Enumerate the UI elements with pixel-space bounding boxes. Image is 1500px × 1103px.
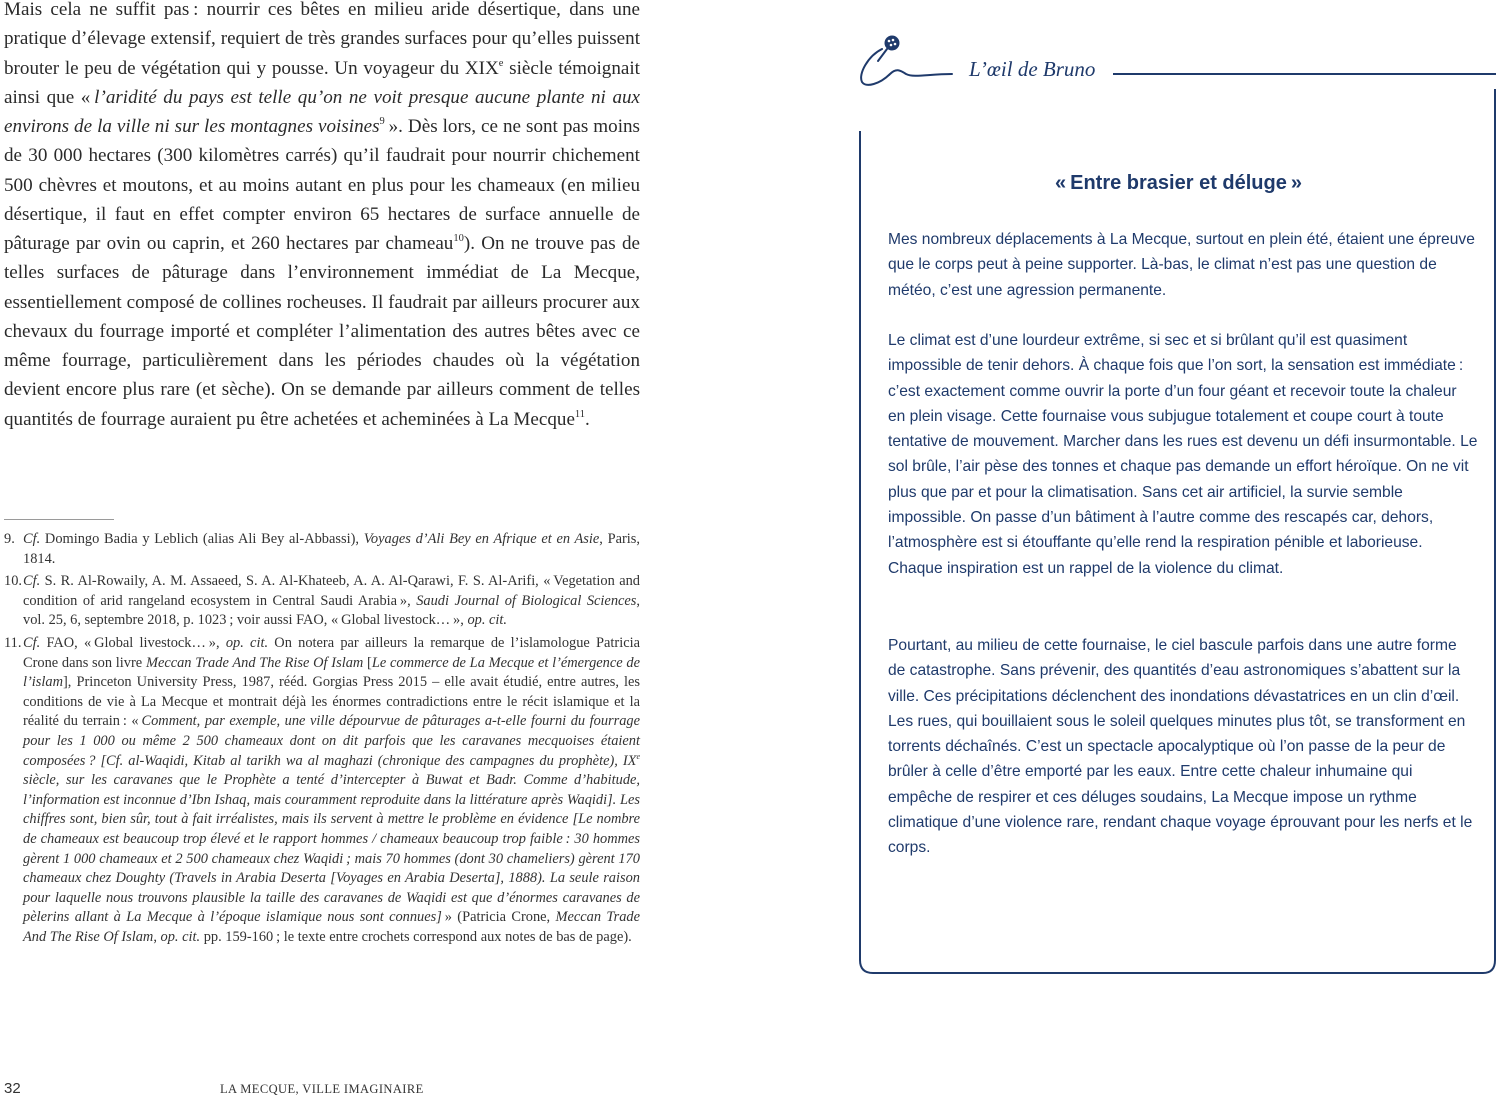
footnote-number: 10. bbox=[4, 573, 22, 590]
footnote-text: op. cit. bbox=[160, 928, 201, 945]
century-superscript: e bbox=[498, 57, 504, 69]
box-paragraph: Mes nombreux déplacements à La Mecque, surtout en plein été, étaient une épreuve que le corps peut à peine supporter. Là-bas, le climat n’est pas une question de météo, c’est une agression permanente. bbox=[888, 231, 1475, 299]
microphone-icon bbox=[856, 34, 956, 88]
footnote-number: 9. bbox=[4, 531, 15, 547]
footnote-text: [ bbox=[363, 654, 372, 671]
title-rule bbox=[1113, 73, 1496, 75]
footnote-ref-11[interactable]: 11 bbox=[574, 408, 586, 420]
book-title: Voyages d’Ali Bey en Afrique et en Asie bbox=[363, 531, 600, 547]
journal-title: Saudi Journal of Biological Sciences bbox=[416, 592, 637, 609]
book-title: Meccan Trade And The Rise Of Islam bbox=[23, 909, 640, 945]
footnote-text: Cf. bbox=[23, 573, 41, 590]
footnote-text: op. cit. bbox=[225, 634, 269, 651]
footnote-text: » (Patricia Crone, bbox=[441, 909, 556, 926]
footnote-quotation: Comment, par exemple, une ville dépourvue de pâturages a-t-elle fourni du fourrage pour les 1 000 ou même 2 500 chameaux dont on dit parfois que les caravanes mecquoises étaient composées ? [Cf. al-Waqidi, Kitab al tarikh wa al maghazi (chronique des campagnes du prophète), IX bbox=[23, 713, 640, 769]
footnote-text: , Paris, 1814. bbox=[23, 531, 640, 567]
footnote-ref-10[interactable]: 10 bbox=[453, 233, 464, 245]
running-head: LA MECQUE, VILLE IMAGINAIRE bbox=[220, 1082, 424, 1096]
footnote-text: Cf. bbox=[23, 531, 41, 547]
footnote-separator bbox=[4, 519, 114, 520]
quotation: l’aridité du pays est telle qu’on ne voit presque aucune plante ni aux environs de la ville ni sur les montagnes voisines bbox=[4, 86, 641, 137]
page-number: 32 bbox=[4, 1080, 21, 1097]
box-paragraph: Le climat est d’une lourdeur extrême, si sec et si brûlant qu’il est quasiment impossible de tenir dehors. À chaque fois que l’on sort, la sensation est immédiate : c’est exactement comme ouvrir la porte d’un four géant et recevoir toute la chaleur en plein visage. Cette fournaise vous subjugue totalement et coupe court à toute tentative de mouvement. Marcher dans les rues est devenu un défi insurmontable. Le sol brûle, l’air pèse des tonnes et chaque pas demande un effort héroïque. On ne vit plus que par et pour la climatisation. Sans cet air artificiel, la survie semble impossible. On passe d’un bâtiment à l’autre comme des rescapés car, dehors, l’atmosphère est si étouffante qu’elle rend la respiration pénible et laborieuse. Chaque inspiration est un rappel de la violence du climat. bbox=[888, 332, 1478, 577]
footnote-text: On notera par ailleurs la remarque de l’islamologue Patricia Crone dans son livre bbox=[23, 634, 640, 671]
footnote-text: Domingo Badia y Leblich (alias Ali Bey al-Abbassi), bbox=[40, 531, 364, 547]
book-title: Le commerce de La Mecque et l’émergence de l’islam bbox=[23, 654, 640, 691]
footnote-9 bbox=[4, 530, 640, 569]
footnote-text: S. R. Al-Rowaily, A. M. Assaeed, S. A. Al-Khateeb, A. A. Al-Qarawi, F. S. Al-Arifi, « Vegetation and condition of arid rangeland ecosystem in Central Saudi Arabia », bbox=[23, 573, 640, 609]
footnote-ref-9[interactable]: 9 bbox=[379, 116, 385, 128]
body-text-segment: siècle témoignait ainsi que « bbox=[4, 57, 640, 108]
body-text-segment: ». Dès lors, ce ne sont pas moins de 30 000 hectares (300 kilomètres carrés) qu’il faudrait pour nourrir chichement 500 chèvres et moutons, et au moins autant en plus pour les chameaux (en milieu désertique, il faut en effet compter environ 65 hectares de surface annuelle de pâturage par ovin ou caprin, et 260 hectares par chameau bbox=[4, 116, 640, 254]
footnotes bbox=[4, 530, 640, 947]
footnote-text: FAO, « Global livestock… », bbox=[40, 634, 226, 651]
box-paragraph: Pourtant, au milieu de cette fournaise, le ciel bascule parfois dans une autre forme de catastrophe. Sans prévenir, des quantités d’eau astronomiques s’abattent sur la ville. Ces précipitations déclenchent des inondations dévastatrices en un clin d’œil. Les rues, qui bouillaient sous le soleil quelques minutes plus tôt, se transforment en torrents déchaînés. C’est un spectacle apocalyptique où l’on passe de la peur de brûler à celle d’être emporté par les eaux. Entre cette chaleur inhumaine qui empêche de respirer et ces déluges soudains, La Mecque impose un rythme climatique d’une violence rare, rendant chaque voyage éprouvant pour les nerfs et le corps. bbox=[888, 637, 1473, 857]
body-text-segment: ). On ne trouve pas de telles surfaces de pâturage dans l’environnement immédiat de La Mecque, essentiellement composé de collines rocheuses. Il faudrait par ailleurs procurer aux chevaux du fourrage importé et compléter l’alimentation des autres bêtes avec ce même fourrage, particulièrement dans les périodes chaudes où la végétation devient encore plus rare (et sèche). On se demande par ailleurs comment de telles quantités de fourrage auraient pu être achetées et acheminées à La Mecque bbox=[4, 233, 640, 430]
footnote-text: op. cit. bbox=[467, 612, 508, 629]
body-text-segment: . bbox=[585, 408, 590, 430]
century-superscript: e bbox=[636, 751, 640, 761]
body-text-segment: Mais cela ne suffit pas : nourrir ces bêtes en milieu aride désertique, dans une pratique d’élevage extensif, requiert de très grandes surfaces pour qu’elles puissent brouter le peu de végétation qui y pousse. Un voyageur du XIX bbox=[4, 0, 640, 79]
footnote-text: , bbox=[153, 928, 161, 945]
footnote-text: ], Princeton University Press, 1987, rééd. Gorgias Press 2015 – elle avait étudié, entre autres, les conditions de vie à La Mecque et montrait déjà les énormes contradictions entre le récit islamique et la réalité du terrain : « bbox=[23, 674, 640, 730]
box-title: L’œil de Bruno bbox=[969, 57, 1096, 81]
footnote-text: pp. 159-160 ; le texte entre crochets correspond aux notes de bas de page). bbox=[200, 928, 632, 945]
footnote-10 bbox=[4, 572, 640, 631]
main-body-text bbox=[4, 0, 640, 434]
footnote-text: Cf. bbox=[23, 634, 41, 651]
left-page bbox=[4, 0, 640, 1103]
footnote-text: , vol. 25, 6, septembre 2018, p. 1023 ; voir aussi FAO, « Global livestock… », bbox=[23, 592, 640, 629]
footnote-11 bbox=[4, 634, 640, 948]
book-title: Meccan Trade And The Rise Of Islam bbox=[145, 654, 364, 671]
footnote-quotation: siècle, sur les caravanes que le Prophète a tenté d’intercepter à Buwat et Badr. Comme d’habitude, l’information est inconnue d’Ibn Ishaq, mais couramment reproduite dans la littérature après Waqidi]. Les chiffres sont, bien sûr, tout à fait irréalistes, mais ils servent à mettre le problème en évidence [Le nombre de chameaux est beaucoup trop élevé et le rapport hommes / chameaux beaucoup trop faible : 30 hommes gèrent 1 000 chameaux et 2 500 chameaux chez Waqidi ; mais 70 hommes (dont 30 chameliers) gèrent 170 chameaux chez Doughty (Travels in Arabia Deserta [Voyages en Arabia Deserta], 1888). La seule raison pour laquelle nous trouvons plausible la taille des caravanes de Waqidi est que d’énormes caravanes de pèlerins allant à La Mecque à l’époque islamique nous sont connues] bbox=[23, 772, 640, 926]
footnote-number: 11. bbox=[4, 634, 22, 651]
box-heading: « Entre brasier et déluge » bbox=[1055, 172, 1302, 194]
